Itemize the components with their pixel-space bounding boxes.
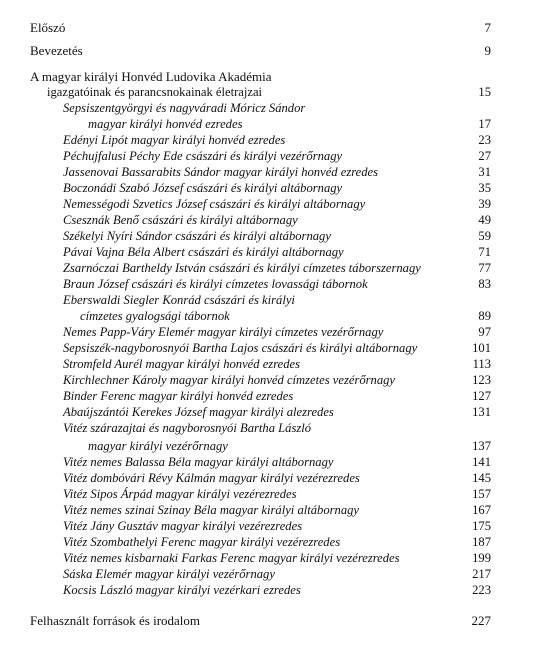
toc-entry (0, 582, 536, 599)
toc-entry-title: A magyar királyi Honvéd Ludovika Akadémia (30, 69, 272, 84)
toc-entry (0, 470, 536, 487)
toc-entry-page: 23 (478, 133, 491, 147)
toc-entry-page: 123 (472, 373, 491, 387)
toc-entry-title: Binder Ferenc magyar királyi honvéd ezredes (63, 389, 294, 403)
toc-entry-title: Kirchlechner Károly magyar királyi honvéd címzetes vezérőrnagy (63, 373, 396, 387)
toc-entry (0, 340, 536, 357)
toc-entry-title: Boczonádi Szabó József császári és királyi altábornagy (63, 181, 343, 195)
toc-entry-title: Pávai Vajna Béla Albert császári és királyi altábornagy (63, 245, 344, 259)
toc-entry-title: Sepsiszentgyörgyi és nagyváradi Móricz Sándor (63, 101, 306, 115)
toc-entry-page: 217 (472, 567, 491, 581)
toc-entry-title: Nemes Papp-Váry Elemér magyar királyi címzetes vezérőrnagy (63, 325, 384, 339)
toc-entry-page: 15 (478, 85, 491, 99)
toc-entry (0, 324, 536, 341)
toc-entry-page: 97 (478, 325, 491, 339)
toc-entry-page: 127 (472, 389, 491, 403)
toc-entry (0, 260, 536, 277)
toc-entry-page: 35 (478, 181, 491, 195)
toc-entry (0, 164, 536, 181)
toc-entry-page: 199 (472, 551, 491, 565)
toc-entry-title: Sáska Elemér magyar királyi vezérőrnagy (63, 567, 275, 581)
toc-entry-title: Vitéz Sipos Árpád magyar királyi vezérezredes (63, 487, 297, 501)
toc-entry-title: Vitéz nemes szinai Szinay Béla magyar királyi altábornagy (63, 503, 360, 517)
toc-entry-page: 77 (478, 261, 491, 275)
toc-entry-akademia-heading (0, 68, 536, 85)
toc-entry (0, 566, 536, 583)
toc-entry-page: 157 (472, 487, 491, 501)
toc-entry-title: Edényi Lipót magyar királyi honvéd ezredes (63, 133, 286, 147)
toc-entry-page: 175 (472, 519, 491, 533)
toc-entry-sources (0, 612, 536, 629)
toc-entry (0, 148, 536, 165)
toc-entry-page: 131 (472, 405, 491, 419)
toc-entry (0, 356, 536, 373)
toc-entry-title: Jassenovai Bassarabits Sándor magyar királyi honvéd ezredes (63, 165, 379, 179)
toc-entry-page: 89 (478, 309, 491, 323)
toc-entry-title: Vitéz Szombathelyi Ferenc magyar királyi vezérezredes (63, 535, 341, 549)
toc-entry-page: 145 (472, 471, 491, 485)
toc-entry (0, 420, 536, 437)
toc-entry-title: Székelyi Nyíri Sándor császári és királyi altábornagy (63, 229, 331, 243)
toc-entry (0, 534, 536, 551)
toc-entry-title: Vitéz dombóvári Révy Kálmán magyar királyi vezérezredes (63, 471, 360, 485)
toc-entry (0, 244, 536, 261)
toc-entry-page: 137 (472, 439, 491, 453)
toc-entry-title: Kocsis László magyar királyi vezérkari ezredes (63, 583, 301, 597)
toc-entry-title: Csesznák Benő császári és királyi altábornagy (63, 213, 298, 227)
toc-entry-title: Vitéz Jány Gusztáv magyar királyi vezérezredes (63, 519, 303, 533)
toc-entry-title: Vitéz szárazajtai és nagyborosnyói Bartha László (63, 421, 312, 435)
toc-entry (0, 486, 536, 503)
toc-entry-page: 113 (472, 357, 491, 371)
toc-entry (0, 132, 536, 149)
toc-entry-title: Sepsiszék-nagyborosnyói Bartha Lajos császári és királyi altábornagy (63, 341, 418, 355)
toc-entry-page: 49 (478, 213, 491, 227)
toc-entry-page: 187 (472, 535, 491, 549)
toc-entry-title: magyar királyi vezérőrnagy (88, 439, 228, 453)
toc-entry-continuation (0, 438, 536, 455)
toc-entry-page: 39 (478, 197, 491, 211)
toc-entry-page: 141 (472, 455, 491, 469)
toc-entry-title: Vitéz nemes kisbarnaki Farkas Ferenc magyar királyi vezérezredes (63, 551, 400, 565)
toc-entry-page: 17 (478, 117, 491, 131)
toc-entry-page: 31 (478, 165, 491, 179)
toc-entry-continuation (0, 116, 536, 133)
toc-entry (0, 502, 536, 519)
toc-entry (0, 518, 536, 535)
toc-entry-page: 167 (472, 503, 491, 517)
toc-entry-title: magyar királyi honvéd ezredes (88, 117, 243, 131)
toc-entry-page: 71 (478, 245, 491, 259)
toc-entry-title: Eberswaldi Siegler Konrád császári és királyi (63, 293, 295, 307)
toc-entry-title: Zsarnóczai Bartheldy István császári és királyi címzetes táborszernagy (63, 261, 421, 275)
toc-entry (0, 276, 536, 293)
toc-entry-page: 7 (484, 20, 491, 35)
toc-entry (0, 100, 536, 117)
toc-entry (0, 372, 536, 389)
toc-entry-bevezetes (0, 42, 536, 59)
toc-entry-continuation (0, 308, 536, 325)
toc-entry-title: Stromfeld Aurél magyar királyi honvéd ezredes (63, 357, 301, 371)
toc-entry-title: Vitéz nemes Balassa Béla magyar királyi altábornagy (63, 455, 334, 469)
toc-entry (0, 550, 536, 567)
toc-entry (0, 292, 536, 309)
toc-entry-page: 101 (472, 341, 491, 355)
toc-entry-eloszo (0, 19, 536, 36)
toc-entry-akademia-subheading (0, 84, 536, 101)
toc-entry-title: Előszó (30, 20, 66, 35)
toc-entry-title: Péchujfalusi Péchy Ede császári és királyi vezérőrnagy (63, 149, 343, 163)
toc-entry-title: Nemességodi Szvetics József császári és királyi altábornagy (63, 197, 366, 211)
toc-entry-page: 27 (478, 149, 491, 163)
toc-entry-title: Abaújszántói Kerekes József magyar királyi alezredes (63, 405, 334, 419)
toc-entry (0, 196, 536, 213)
toc-entry-title: Bevezetés (30, 43, 83, 58)
toc-entry (0, 404, 536, 421)
toc-entry-page: 227 (471, 613, 491, 628)
toc-entry (0, 228, 536, 245)
toc-entry (0, 212, 536, 229)
toc-entry-page: 9 (484, 43, 491, 58)
toc-entry (0, 454, 536, 471)
toc-entry-title: címzetes gyalogsági tábornok (80, 309, 230, 323)
toc-entry-page: 59 (478, 229, 491, 243)
toc-entry-title: Felhasznált források és irodalom (30, 613, 201, 628)
toc-entry-page: 83 (478, 277, 491, 291)
toc-entry-page: 223 (472, 583, 491, 597)
toc-entry-title: Braun József császári és királyi címzetes lovassági tábornok (63, 277, 368, 291)
toc-entry (0, 180, 536, 197)
toc-entry (0, 388, 536, 405)
toc-entry-title: igazgatóinak és parancsnokainak életrajzai (47, 85, 263, 99)
